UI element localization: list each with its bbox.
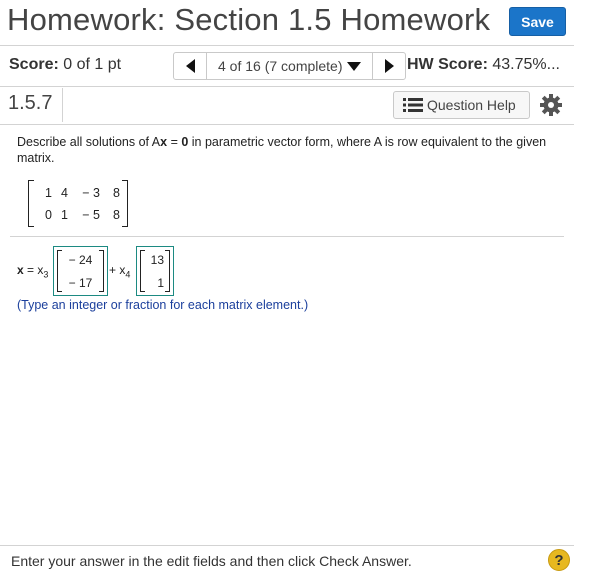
- question-selector-label: 4 of 16 (7 complete): [218, 58, 343, 74]
- vector-x4-entry-2[interactable]: 1: [157, 276, 164, 290]
- title-bar: [0, 0, 600, 45]
- triangle-right-icon: [385, 59, 394, 73]
- question-circle-icon[interactable]: ?: [548, 549, 570, 571]
- plus-x4-label: [109, 263, 130, 279]
- vector-input-x4[interactable]: [136, 246, 174, 296]
- matrix-cell: 4: [61, 186, 68, 200]
- divider: [62, 88, 63, 122]
- matrix-cell: 8: [113, 208, 120, 222]
- divider: [0, 545, 574, 546]
- question-help-button[interactable]: [393, 91, 530, 119]
- matrix-cell: − 5: [82, 208, 100, 222]
- hw-score-label: HW Score:: [407, 56, 488, 73]
- caret-down-icon: [347, 62, 361, 71]
- score-display: [9, 56, 121, 74]
- vector-input-x3[interactable]: [53, 246, 108, 296]
- answer-area: [17, 246, 417, 298]
- prompt-text: Describe all solutions of A: [17, 135, 161, 149]
- matrix-cell: 1: [45, 186, 52, 200]
- subscript-4: 4: [125, 269, 131, 280]
- divider: [0, 86, 574, 87]
- answer-equals-x: = x: [23, 263, 44, 277]
- subscript-3: 3: [43, 269, 49, 280]
- score-label: Score:: [9, 56, 59, 73]
- vector-x4-entry-1[interactable]: 13: [150, 253, 164, 267]
- prompt-text-end: in parametric vector form, where A is row equivalent to the given matrix.: [17, 135, 547, 165]
- divider: [10, 236, 564, 237]
- question-number: 1.5.7: [8, 92, 53, 114]
- score-value: 0 of 1 pt: [63, 56, 122, 73]
- gear-icon[interactable]: [539, 93, 563, 117]
- save-button[interactable]: Save: [509, 7, 566, 36]
- matrix-bracket-right: [122, 180, 128, 227]
- question-prompt: [17, 134, 557, 166]
- footer-instruction: Enter your answer in the edit fields and then click Check Answer.: [11, 553, 412, 569]
- vector-x3-entry-2[interactable]: − 17: [68, 276, 93, 290]
- matrix-bracket-left: [28, 180, 34, 227]
- matrix-cell: 8: [113, 186, 120, 200]
- answer-vector-x: x: [17, 263, 24, 277]
- hw-score-value: 43.75%...: [492, 56, 560, 73]
- plus-x-text: + x: [109, 263, 126, 277]
- page-title: Homework: Section 1.5 Homework: [7, 2, 491, 37]
- vector-bracket-right: [99, 250, 104, 292]
- prompt-equals: =: [167, 135, 182, 149]
- question-help-label: Question Help: [427, 97, 516, 113]
- matrix-cell: − 3: [82, 186, 100, 200]
- matrix-cell: 1: [61, 208, 68, 222]
- previous-question-button[interactable]: [173, 52, 207, 80]
- vector-x3-entry-1[interactable]: − 24: [68, 253, 93, 267]
- question-selector[interactable]: [206, 52, 373, 80]
- answer-hint: (Type an integer or fraction for each matrix element.): [17, 298, 309, 312]
- answer-x-label: [17, 263, 48, 279]
- prompt-vector-zero: 0: [181, 135, 189, 149]
- prompt-vector-x: x: [160, 135, 168, 149]
- vector-bracket-left: [140, 250, 145, 292]
- triangle-left-icon: [186, 59, 195, 73]
- divider: [0, 124, 574, 125]
- divider: [0, 45, 574, 46]
- vector-bracket-right: [165, 250, 170, 292]
- next-question-button[interactable]: [372, 52, 406, 80]
- list-icon: [403, 98, 423, 112]
- hw-score-display: [407, 56, 567, 74]
- matrix-cell: 0: [45, 208, 52, 222]
- vector-bracket-left: [57, 250, 62, 292]
